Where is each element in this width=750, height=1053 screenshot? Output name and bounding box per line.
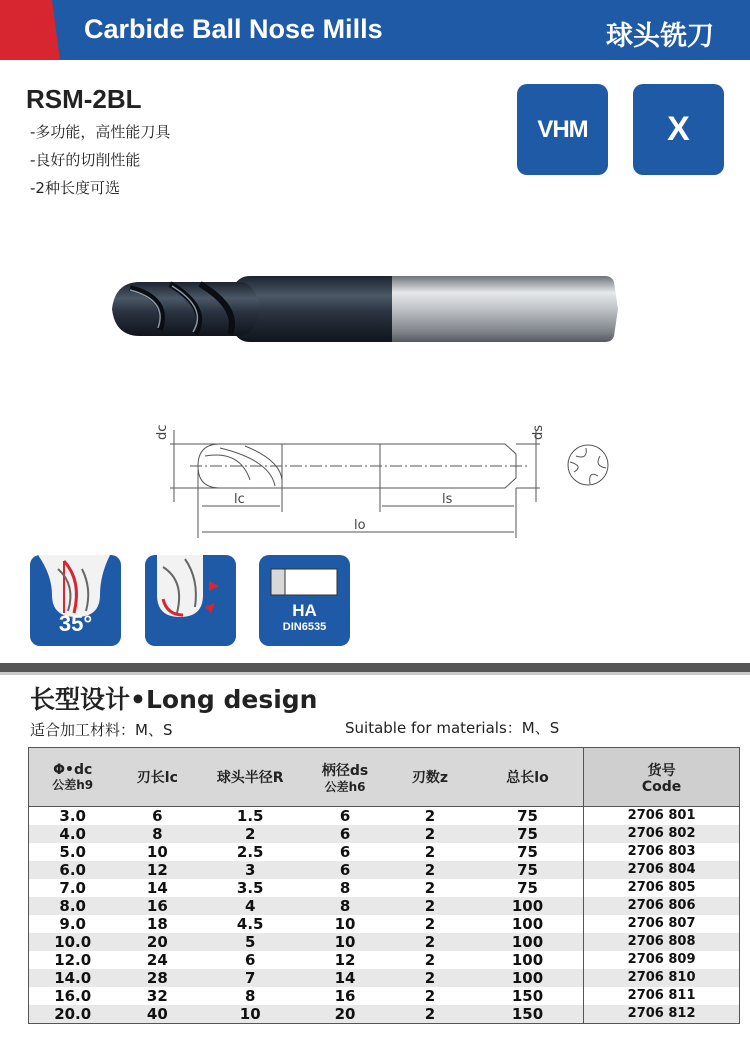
table-cell: 2706 801 — [584, 807, 740, 826]
table-cell: 10 — [198, 1005, 302, 1024]
table-cell: 5.0 — [29, 843, 117, 861]
table-cell: 2 — [388, 933, 472, 951]
table-cell: 2 — [388, 897, 472, 915]
table-cell: 100 — [472, 915, 584, 933]
table-cell: 3 — [198, 861, 302, 879]
table-cell: 2706 808 — [584, 933, 740, 951]
table-cell: 2.5 — [198, 843, 302, 861]
table-cell: 75 — [472, 825, 584, 843]
table-row — [29, 915, 740, 933]
table-cell: 16.0 — [29, 987, 117, 1005]
end-mill-photo — [100, 268, 625, 350]
lc-label: lc — [234, 492, 245, 507]
table-cell: 14 — [302, 969, 388, 987]
page-title-cn: 球头铣刀 — [606, 21, 714, 52]
table-row — [29, 951, 740, 969]
table-cell: 12.0 — [29, 951, 117, 969]
page-title: Carbide Ball Nose Mills — [84, 14, 383, 44]
table-header-row — [29, 748, 740, 807]
feature-item: -良好的切削性能 — [30, 151, 141, 169]
table-cell: 150 — [472, 987, 584, 1005]
table-cell: 2706 802 — [584, 825, 740, 843]
table-cell: 32 — [116, 987, 198, 1005]
col-r: 球头半径R — [198, 748, 302, 807]
col-z: 刃数z — [388, 748, 472, 807]
table-row — [29, 897, 740, 915]
table-cell: 6 — [302, 825, 388, 843]
table-cell: 10.0 — [29, 933, 117, 951]
table-cell: 7.0 — [29, 879, 117, 897]
table-cell: 75 — [472, 843, 584, 861]
table-cell: 10 — [116, 843, 198, 861]
table-row — [29, 807, 740, 826]
vhm-badge: VHM — [517, 84, 608, 175]
table-cell: 2 — [388, 861, 472, 879]
table-cell: 6 — [302, 843, 388, 861]
table-cell: 2 — [198, 825, 302, 843]
table-body — [29, 807, 740, 1024]
table-row — [29, 969, 740, 987]
table-cell: 4.5 — [198, 915, 302, 933]
table-row — [29, 843, 740, 861]
table-cell: 9.0 — [29, 915, 117, 933]
table-cell: 8.0 — [29, 897, 117, 915]
col-lo: 总长lo — [472, 748, 584, 807]
table-cell: 24 — [116, 951, 198, 969]
table-cell: 6 — [116, 807, 198, 826]
table-cell: 2706 811 — [584, 987, 740, 1005]
table-row — [29, 933, 740, 951]
ds-label: ds — [531, 424, 546, 440]
table-cell: 4.0 — [29, 825, 117, 843]
table-row — [29, 825, 740, 843]
table-cell: 14.0 — [29, 969, 117, 987]
section-divider-shadow — [0, 672, 750, 675]
table-cell: 2 — [388, 807, 472, 826]
table-cell: 100 — [472, 969, 584, 987]
helix-angle-icon — [30, 555, 121, 646]
ball-nose-icon — [145, 555, 236, 646]
table-cell: 8 — [302, 879, 388, 897]
table-cell: 2 — [388, 987, 472, 1005]
table-cell: 7 — [198, 969, 302, 987]
ls-label: ls — [442, 492, 453, 507]
table-cell: 2706 806 — [584, 897, 740, 915]
shank-standard-label: DIN6535 — [282, 621, 327, 633]
table-cell: 6 — [302, 807, 388, 826]
table-cell: 14 — [116, 879, 198, 897]
lo-label: lo — [354, 518, 366, 533]
shank-type-label: HA — [292, 601, 317, 620]
table-cell: 2 — [388, 825, 472, 843]
table-cell: 75 — [472, 807, 584, 826]
table-cell: 2 — [388, 879, 472, 897]
table-cell: 20 — [116, 933, 198, 951]
table-cell: 6 — [198, 951, 302, 969]
table-row — [29, 1005, 740, 1024]
ha-shank-icon — [259, 555, 350, 646]
dc-label: dc — [155, 424, 170, 440]
table-cell: 2706 812 — [584, 1005, 740, 1024]
helix-angle-value: 35° — [58, 611, 93, 636]
col-lc: 刃长lc — [116, 748, 198, 807]
table-cell: 100 — [472, 951, 584, 969]
table-cell: 100 — [472, 897, 584, 915]
table-cell: 2706 805 — [584, 879, 740, 897]
spec-table — [28, 747, 740, 1024]
table-row — [29, 879, 740, 897]
table-cell: 75 — [472, 879, 584, 897]
table-cell: 20 — [302, 1005, 388, 1024]
technical-drawing — [150, 410, 630, 545]
table-cell: 16 — [302, 987, 388, 1005]
table-cell: 150 — [472, 1005, 584, 1024]
feature-item: -2种长度可选 — [30, 179, 120, 197]
table-cell: 3.5 — [198, 879, 302, 897]
table-cell: 10 — [302, 933, 388, 951]
materials-en: Suitable for materials：M、S — [345, 719, 560, 737]
table-cell: 12 — [302, 951, 388, 969]
table-row — [29, 987, 740, 1005]
table-cell: 16 — [116, 897, 198, 915]
table-cell: 5 — [198, 933, 302, 951]
table-cell: 8 — [198, 987, 302, 1005]
model-number: RSM-2BL — [26, 84, 142, 114]
table-cell: 8 — [116, 825, 198, 843]
table-cell: 100 — [472, 933, 584, 951]
table-cell: 2 — [388, 843, 472, 861]
table-cell: 2706 807 — [584, 915, 740, 933]
col-code: 货号 Code — [584, 748, 740, 807]
table-cell: 2 — [388, 951, 472, 969]
feature-list — [30, 120, 170, 204]
table-cell: 10 — [302, 915, 388, 933]
table-cell: 40 — [116, 1005, 198, 1024]
table-cell: 6 — [302, 861, 388, 879]
table-cell: 2 — [388, 969, 472, 987]
table-row — [29, 861, 740, 879]
table-cell: 3.0 — [29, 807, 117, 826]
table-cell: 6.0 — [29, 861, 117, 879]
table-cell: 2706 803 — [584, 843, 740, 861]
table-cell: 2 — [388, 1005, 472, 1024]
materials-cn: 适合加工材料：M、S — [30, 721, 173, 739]
feature-item: -多功能，高性能刀具 — [30, 123, 171, 141]
section-divider — [0, 663, 750, 672]
table-cell: 75 — [472, 861, 584, 879]
col-ds: 柄径ds 公差h6 — [302, 748, 388, 807]
table-cell: 28 — [116, 969, 198, 987]
table-cell: 20.0 — [29, 1005, 117, 1024]
table-cell: 2706 809 — [584, 951, 740, 969]
table-cell: 12 — [116, 861, 198, 879]
table-cell: 4 — [198, 897, 302, 915]
x-badge: X — [633, 84, 724, 175]
table-cell: 2 — [388, 915, 472, 933]
section-title: 长型设计•Long design — [30, 685, 318, 714]
table-cell: 8 — [302, 897, 388, 915]
col-dc: Φ•dc 公差h9 — [29, 748, 117, 807]
table-cell: 2706 810 — [584, 969, 740, 987]
table-cell: 1.5 — [198, 807, 302, 826]
table-cell: 18 — [116, 915, 198, 933]
table-cell: 2706 804 — [584, 861, 740, 879]
